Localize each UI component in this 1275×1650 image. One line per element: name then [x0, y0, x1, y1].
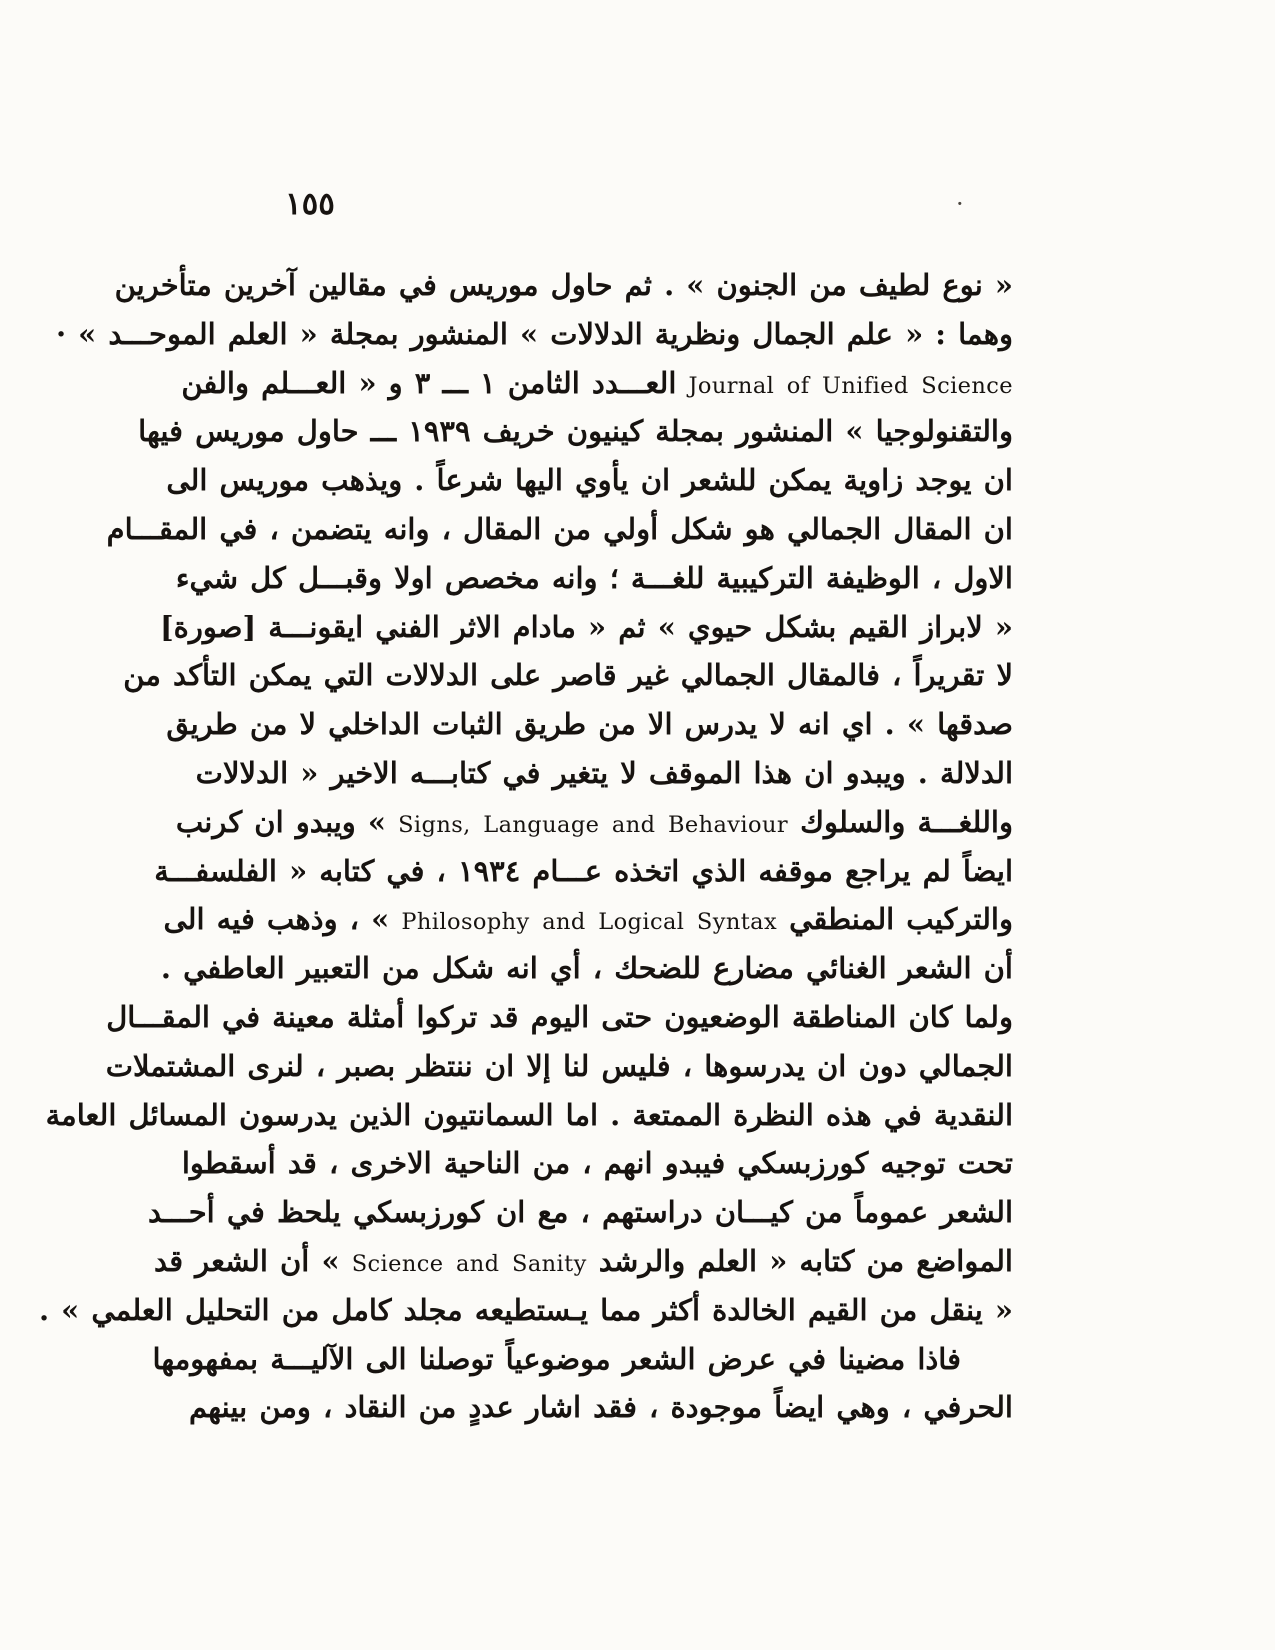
arabic-text-run: ولما كان المناطقة الوضعيون حتى اليوم قد تركوا أمثلة معينة في المقـــال	[106, 1000, 1013, 1034]
ink-speck: ·	[956, 190, 964, 218]
arabic-text-run: واللغـــة والسلوك	[788, 804, 1013, 839]
text-line-3	[181, 359, 1013, 408]
text-line-2	[55, 310, 1013, 359]
text-line-6	[106, 505, 1013, 554]
latin-title-run: Journal of Unified Science	[688, 372, 1013, 399]
text-line-12	[175, 798, 1013, 847]
arabic-text-run: الاول ، الوظيفة التركيبية للغـــة ؛ وانه مخصص اولا وقبـــل كل شيء	[175, 560, 1013, 595]
arabic-text-run: لا تقريراً ، فالمقال الجمالي غير قاصر على الدلالات التي يمكن التأكد من	[123, 658, 1013, 693]
text-line-5	[166, 456, 1013, 505]
latin-title-run: Philosophy and Logical Syntax	[401, 909, 778, 936]
arabic-text-run: المواضع من كتابه « العلم والرشد	[586, 1244, 1013, 1278]
arabic-text-run: العـــدد الثامن ١ ـــ ٣ و « العـــلم والفن	[181, 365, 689, 400]
text-line-15	[160, 944, 1013, 993]
text-line-21	[153, 1237, 1013, 1286]
arabic-text-run: » أن الشعر قد	[153, 1244, 352, 1278]
arabic-text-run: ان يوجد زاوية يمكن للشعر ان يأوي اليها شرعاً . ويذهب موريس الى	[166, 463, 1013, 498]
arabic-text-run: صدقها » . اي انه لا يدرس الا من طريق الثبات الداخلي لا من طريق	[166, 707, 1013, 742]
text-line-11	[195, 749, 1013, 798]
text-line-9	[123, 651, 1013, 700]
text-line-22	[38, 1286, 1013, 1335]
text-line-13	[154, 847, 1013, 896]
text-line-4	[138, 407, 1013, 456]
arabic-text-run: الحرفي ، وهي ايضاً موجودة ، فقد اشار عددٍ من النقاد ، ومن بينهم	[188, 1390, 1013, 1425]
text-line-1	[114, 261, 1013, 310]
arabic-text-run: فاذا مضينا في عرض الشعر موضوعياً توصلنا الى الآليـــة بمفهومها	[152, 1341, 961, 1376]
arabic-text-run: النقدية في هذه النظرة الممتعة . اما السمانتيون الذين يدرسون المسائل العامة	[45, 1097, 1013, 1132]
text-line-14	[163, 895, 1013, 944]
arabic-text-run: والتركيب المنطقي	[777, 902, 1013, 937]
arabic-text-run: « نوع لطيف من الجنون » . ثم حاول موريس في مقالين آخرين متأخرين	[114, 268, 1013, 302]
arabic-text-run: « ينقل من القيم الخالدة أكثر مما يـستطيعه مجلد كامل من التحليل العلمي » .	[38, 1292, 1013, 1327]
text-line-19	[181, 1139, 1013, 1188]
text-line-10	[166, 700, 1013, 749]
text-line-17	[105, 1042, 1013, 1091]
arabic-text-run: والتقنولوجيا » المنشور بمجلة كينيون خريف ١٩٣٩ ـــ حاول موريس فيها	[138, 414, 1013, 449]
arabic-text-run: ان المقال الجمالي هو شكل أولي من المقال ، وانه يتضمن ، في المقـــام	[106, 512, 1013, 546]
latin-title-run: Signs, Language and Behaviour	[398, 811, 789, 838]
arabic-text-run: » ويبدو ان كرنب	[175, 804, 399, 839]
text-line-8	[159, 603, 1013, 652]
text-line-20	[148, 1188, 1013, 1237]
arabic-text-run: الشعر عموماً من كيـــان دراستهم ، مع ان كورزبسكي يلحظ في أحـــد	[148, 1195, 1013, 1230]
page-text	[38, 261, 1013, 1436]
arabic-text-run: الجمالي دون ان يدرسوها ، فليس لنا إلا ان ننتظر بصبر ، لنرى المشتملات	[105, 1048, 1013, 1083]
arabic-text-run: الدلالة . ويبدو ان هذا الموقف لا يتغير في كتابـــه الاخير « الدلالات	[195, 756, 1013, 790]
arabic-text-run: وهما : « علم الجمال ونظرية الدلالات » المنشور بمجلة « العلم الموحـــد » ·	[55, 316, 1013, 351]
text-line-23	[152, 1335, 1013, 1384]
arabic-text-run: » ، وذهب فيه الى	[163, 902, 402, 937]
arabic-text-run: ايضاً لم يراجع موقفه الذي اتخذه عـــام ١٩٣٤ ، في كتابه « الفلسفـــة	[154, 853, 1013, 888]
arabic-text-run: تحت توجيه كورزبسكي فيبدو انهم ، من الناحية الاخرى ، قد أسقطوا	[181, 1146, 1013, 1181]
text-line-7	[175, 554, 1013, 603]
arabic-text-run: « لابراز القيم بشكل حيوي » ثم « مادام الاثر الفني ايقونـــة [صورة]	[159, 609, 1013, 644]
text-line-16	[106, 993, 1013, 1042]
arabic-text-run: أن الشعر الغنائي مضارع للضحك ، أي انه شكل من التعبير العاطفي .	[160, 951, 1013, 986]
latin-title-run: Science and Sanity	[351, 1251, 587, 1277]
text-line-24	[188, 1383, 1013, 1432]
text-line-18	[45, 1091, 1013, 1140]
page-number: ١٥٥	[285, 186, 335, 222]
